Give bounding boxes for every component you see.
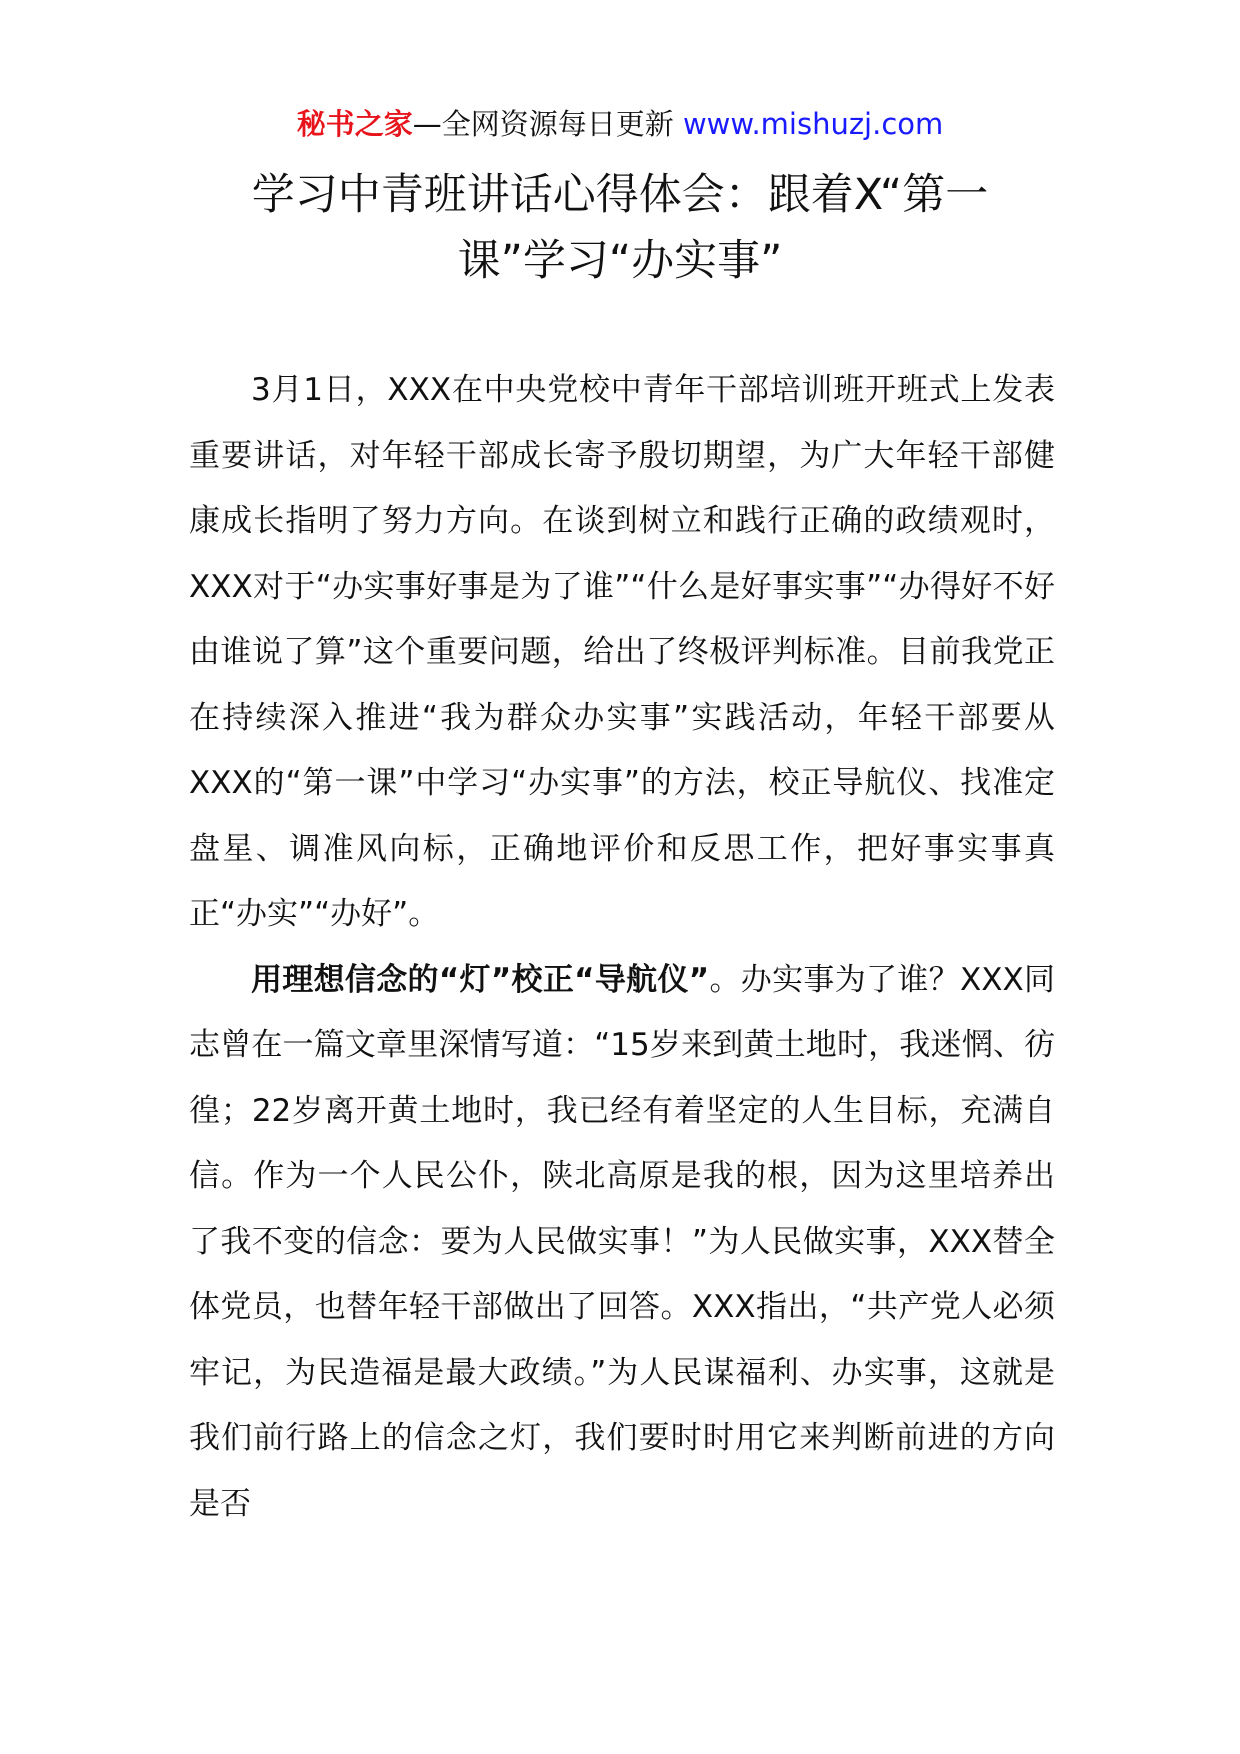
site-header xyxy=(0,100,1240,148)
paragraph-section-1 xyxy=(189,948,1055,1538)
title-line-2: 课”学习“办实事” xyxy=(457,236,783,286)
section-heading: 用理想信念的“灯”校正“导航仪” xyxy=(251,961,710,998)
paragraph-text: 。办实事为了谁？XXX同志曾在一篇文章里深情写道：“15岁来到黄土地时，我迷惘、彷徨；22岁离开黄土地时，我已经有着坚定的人生目标，充满自信。作为一个人民公仆，陕北高原是我的根，因为这里培养出了我不变的信念：要为人民做实事！”为人民做实事，XXX替全体党员，也替年轻干部做出了回答。XXX指出，“共产党人必须牢记，为民造福是最大政绩。”为人民谋福利、办实事，这就是我们前行路上的信念之灯，我们要时时用它来判断前进的方向是否 xyxy=(189,961,1055,1522)
paragraph-intro xyxy=(189,358,1055,948)
document-title xyxy=(190,162,1050,294)
document-body xyxy=(189,358,1055,1537)
site-url-link[interactable]: www.mishuzj.com xyxy=(682,107,944,141)
header-tagline: —全网资源每日更新 xyxy=(412,107,674,141)
paragraph-text: 3月1日，XXX在中央党校中青年干部培训班开班式上发表重要讲话，对年轻干部成长寄予殷切期望，为广大年轻干部健康成长指明了努力方向。在谈到树立和践行正确的政绩观时，XXX对于“办实事好事是为了谁”“什么是好事实事”“办得好不好由谁说了算”这个重要问题，给出了终极评判标准。目前我党正在持续深入推进“我为群众办实事”实践活动，年轻干部要从XXX的“第一课”中学习“办实事”的方法，校正导航仪、找准定盘星、调准风向标，正确地评价和反思工作，把好事实事真正“办实”“办好”。 xyxy=(189,372,1055,932)
title-line-1: 学习中青班讲话心得体会：跟着X“第一 xyxy=(251,170,989,220)
brand-name: 秘书之家 xyxy=(296,107,413,141)
